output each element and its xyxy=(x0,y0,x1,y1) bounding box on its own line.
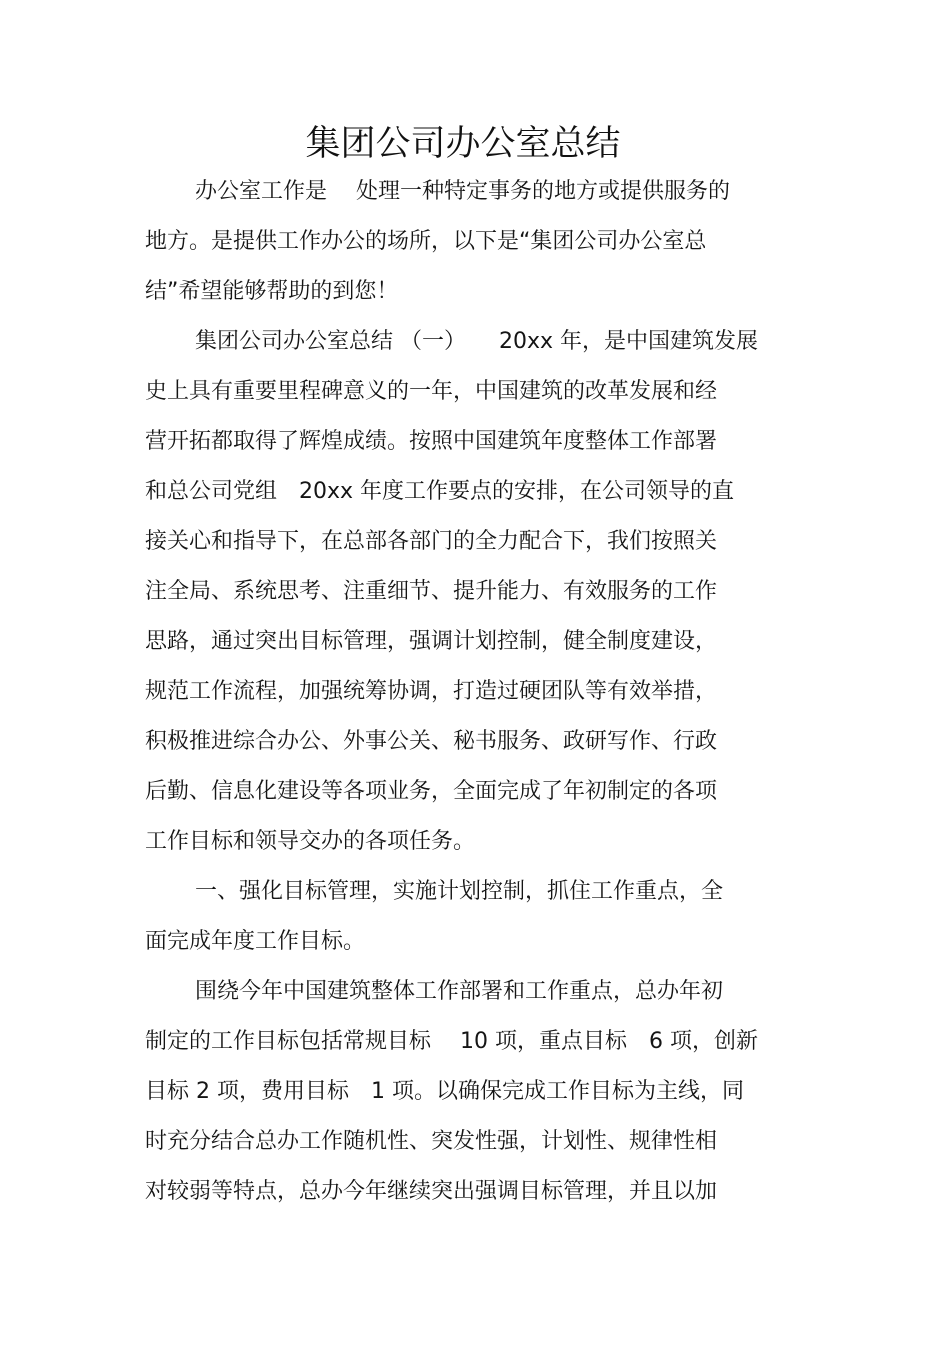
paragraph-line: 结”希望能够帮助的到您！ xyxy=(145,279,399,304)
paragraph-line: 后勤、信息化建设等各项业务，全面完成了年初制定的各项 xyxy=(145,779,718,804)
paragraph-line: 制定的工作目标包括常规目标 10 项，重点目标 6 项，创新 xyxy=(145,1029,758,1054)
paragraph-line: 围绕今年中国建筑整体工作部署和工作重点，总办年初 xyxy=(195,979,724,1004)
paragraph-line: 集团公司办公室总结 （一） 20xx 年，是中国建筑发展 xyxy=(195,329,759,354)
paragraph-line: 工作目标和领导交办的各项任务。 xyxy=(145,829,476,854)
paragraph-line: 办公室工作是 处理一种特定事务的地方或提供服务的 xyxy=(195,179,730,204)
paragraph-line: 规范工作流程，加强统筹协调，打造过硬团队等有效举措， xyxy=(145,679,718,704)
paragraph-line: 思路，通过突出目标管理，强调计划控制，健全制度建设， xyxy=(145,629,718,654)
paragraph-line: 积极推进综合办公、外事公关、秘书服务、政研写作、行政 xyxy=(145,729,718,754)
paragraph-line: 目标 2 项，费用目标 1 项。以确保完成工作目标为主线，同 xyxy=(145,1079,744,1104)
paragraph-line: 营开拓都取得了辉煌成绩。按照中国建筑年度整体工作部署 xyxy=(145,429,718,454)
document-title: 集团公司办公室总结 xyxy=(305,124,621,164)
paragraph-line: 对较弱等特点，总办今年继续突出强调目标管理，并且以加 xyxy=(145,1179,718,1204)
paragraph-line: 接关心和指导下，在总部各部门的全力配合下，我们按照关 xyxy=(145,529,718,554)
paragraph-line: 史上具有重要里程碑意义的一年，中国建筑的改革发展和经 xyxy=(145,379,718,404)
paragraph-line: 时充分结合总办工作随机性、突发性强，计划性、规律性相 xyxy=(145,1129,718,1154)
paragraph-line: 和总公司党组 20xx 年度工作要点的安排，在公司领导的直 xyxy=(145,479,735,504)
paragraph-line: 地方。是提供工作办公的场所，以下是“集团公司办公室总 xyxy=(145,229,707,254)
paragraph-line: 注全局、系统思考、注重细节、提升能力、有效服务的工作 xyxy=(145,579,718,604)
section-heading-line: 一、强化目标管理，实施计划控制，抓住工作重点，全 xyxy=(195,879,724,904)
section-heading-line: 面完成年度工作目标。 xyxy=(145,929,366,954)
